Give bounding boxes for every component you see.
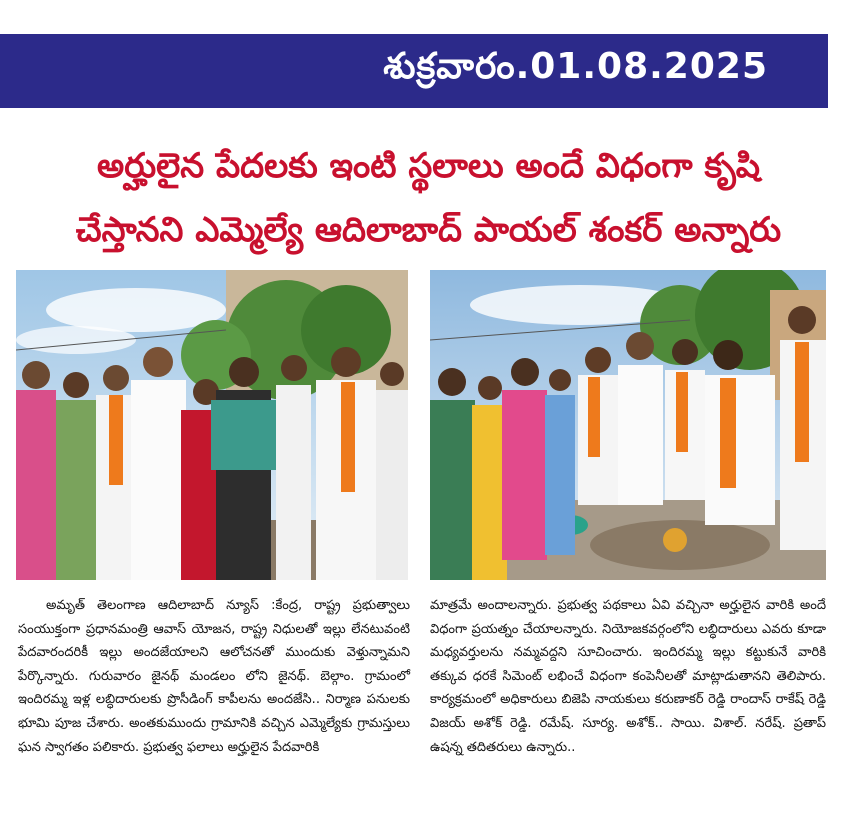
issue-date: శుక్రవారం.01.08.2025 [383, 46, 768, 87]
article-headline [0, 134, 857, 262]
photo-handover [16, 270, 408, 580]
photo-bhoomi-pooja [430, 270, 826, 580]
article-body-column-1: అమృత్ తెలంగాణ ఆదిలాబాద్ న్యూస్ :కేంద్ర, రాష్ట్ర ప్రభుత్వాలు సంయుక్తంగా ప్రధానమంత్రి ఆవాస్ యోజన, రాష్ట్ర నిధులతో ఇల్లు లేనటువంటి పేదవారందరికీ ఇల్లు అందజేయాలని ఆలోచనతో ముందుకు వెళ్తున్నామని పేర్కొన్నారు. గురువారం జైనథ్ మండలం లోని జైనథ్. బెల్గాం. గ్రామంలో ఇందిరమ్మ ఇళ్ల లబ్ధిదారులకు ప్రొసీడింగ్ కాపీలను అందజేసి.. నిర్మాణ పనులకు భూమి పూజ చేశారు. అంతకుముందు గ్రామానికి వచ్చిన ఎమ్మెల్యేకు గ్రామస్తులు ఘన స్వాగతం పలికారు. ప్రభుత్వ ఫలాలు అర్హులైన పేదవారికి [18, 598, 410, 755]
headline-line-2: చేస్తానని ఎమ్మెల్యే ఆదిలాబాద్ పాయల్ శంకర్ అన్నారు [75, 210, 782, 250]
date-banner [0, 34, 828, 108]
article-body-column-2: మాత్రమే అందాలన్నారు. ప్రభుత్వ పథకాలు ఏవి వచ్చినా అర్హులైన వారికి అందే విధంగా ప్రయత్నం చేయాలన్నారు. నియోజకవర్గంలోని లబ్ధిదారులు ఎవరు కూడా మధ్యవర్తులను నమ్మవద్దని సూచించారు. ఇందిరమ్మ ఇల్లు కట్టుకునే వారికి తక్కువ ధరకే సిమెంట్ లభించే విధంగా కంపెనీలతో మాట్లాడుతానని తెలిపారు. కార్యక్రమంలో అధికారులు బిజెపి నాయకులు కరుణాకర్ రెడ్డి రాందాస్ రాకేష్ రెడ్డి విజయ్ అశోక్ రెడ్డి. రమేష్. సూర్య. అశోక్.. సాయి. విశాల్. నరేష్. ప్రతాప్ ఉషన్న తదితరులు ఉన్నారు.. [430, 598, 826, 755]
headline-line-1: అర్హులైన పేదలకు ఇంటి స్థలాలు అందే విధంగా కృషి [97, 146, 760, 186]
